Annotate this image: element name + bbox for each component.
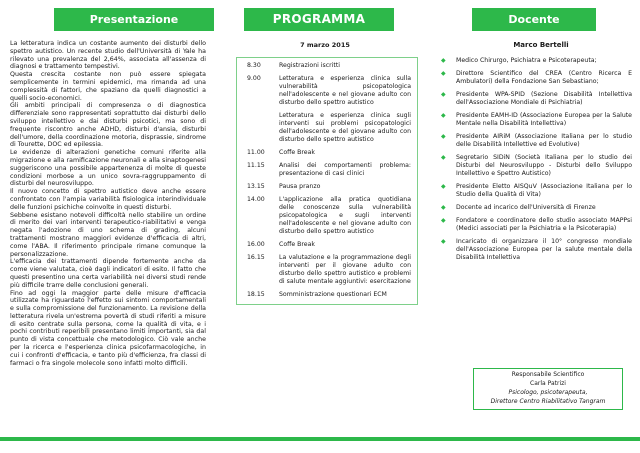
programma-column xyxy=(232,0,418,305)
cv-item xyxy=(436,204,632,212)
responsabile-title: Psicologo, psicoterapeuta, xyxy=(508,389,588,396)
schedule-time: 11.00 xyxy=(247,149,265,156)
event-date: 7 marzo 2015 xyxy=(300,41,350,49)
schedule-row xyxy=(247,254,411,286)
schedule-row xyxy=(247,196,411,236)
responsabile-role: Responsabile Scientifico xyxy=(511,371,585,378)
schedule-row xyxy=(247,291,411,299)
schedule-time: 14.00 xyxy=(247,196,265,203)
cv-text: Fondatore e coordinatore dello studio associato MAPPsi (Medici associati per la Psichiatria e la Psicoterapia) xyxy=(456,217,632,232)
schedule-row xyxy=(247,112,411,144)
diamond-bullet-icon: ◆ xyxy=(441,238,446,245)
cv-text: Presidente Eletto AISQuV (Associazione Italiana per lo Studio della Qualità di Vita) xyxy=(456,183,632,198)
cv-text: Presidente AIRiM (Associazione Italiana per lo studio delle Disabilità Intellettive ed Evolutive) xyxy=(456,133,632,148)
presentazione-header: Presentazione xyxy=(54,8,214,31)
schedule-time: 18.15 xyxy=(247,291,265,298)
schedule-desc: Letteratura e esperienza clinica sugli interventi sui problemi psicopatologici dell'adolescente e del giovane adulto con disturbo dello spettro autistico xyxy=(279,112,411,143)
docente-name: Marco Bertelli xyxy=(513,41,569,49)
cv-item xyxy=(436,70,632,86)
cv-text: Presidente EAMH-ID (Associazione Europea per la Salute Mentale nella Disabilità Intellettiva) xyxy=(456,112,632,127)
presentazione-text xyxy=(10,40,206,367)
cv-item xyxy=(436,154,632,178)
cv-item xyxy=(436,112,632,128)
diamond-bullet-icon: ◆ xyxy=(441,57,446,64)
cv-text: Direttore Scientifico del CREA (Centro Ricerca E Ambulatori) della Fondazione San Sebastiano; xyxy=(456,70,632,85)
schedule-time: 16.15 xyxy=(247,254,265,261)
responsabile-affiliation: Direttore Centro Riabilitativo Tangram xyxy=(490,398,606,405)
schedule-time: 11.15 xyxy=(247,162,265,169)
schedule-desc: L'applicazione alla pratica quotidiana delle conoscenze sulla vulnerabilità psicopatologica e sugli interventi nell'adolescente e nel giovane adulto con disturbo dello spettro autistico xyxy=(279,196,411,235)
cv-text: Segretario SIDiN (Società Italiana per lo studio dei Disturbi del Neurosviluppo - Disturbi dello Sviluppo Intellettivo e Spettro Autistico) xyxy=(456,154,632,177)
docente-cv-list xyxy=(436,57,632,262)
schedule-desc: Somministrazione questionari ECM xyxy=(279,291,387,298)
diamond-bullet-icon: ◆ xyxy=(441,217,446,224)
schedule-time: 13.15 xyxy=(247,183,265,190)
diamond-bullet-icon: ◆ xyxy=(441,204,446,211)
schedule-desc: Analisi dei comportamenti problema: presentazione di casi clinici xyxy=(279,162,411,177)
schedule-desc: Registrazioni iscritti xyxy=(279,62,340,69)
schedule-row xyxy=(247,183,411,191)
schedule-row xyxy=(247,241,411,249)
cv-item xyxy=(436,133,632,149)
docente-column xyxy=(436,0,632,267)
paragraph: Il nuovo concetto di spettro autistico deve anche essere confrontato con l'ampia variabilità fisiologica interindividuale delle funzioni psichiche coinvolte in questi disturbi. xyxy=(10,188,206,211)
schedule-desc: Pausa pranzo xyxy=(279,183,321,190)
programma-header: PROGRAMMA xyxy=(244,8,394,31)
cv-item xyxy=(436,217,632,233)
cv-text: Incaricato di organizzare il 10° congresso mondiale dell'Associazione Europea per la salute mentale della Disabilità Intellettiva xyxy=(456,238,632,261)
diamond-bullet-icon: ◆ xyxy=(441,183,446,190)
diamond-bullet-icon: ◆ xyxy=(441,154,446,161)
schedule-time xyxy=(247,112,279,144)
cv-item xyxy=(436,57,632,65)
schedule-row xyxy=(247,62,411,70)
cv-text: Presidente WPA-SPID (Sezione Disabilità Intellettiva dell'Associazione Mondiale di Psichiatria) xyxy=(456,91,632,106)
cv-item xyxy=(436,238,632,262)
schedule-desc: La valutazione e la programmazione degli interventi per il giovane adulto con disturbo dello spettro autistico e problemi di salute mentale aggiuntivi: esercitazione xyxy=(279,254,411,285)
cv-item xyxy=(436,183,632,199)
schedule-time: 16.00 xyxy=(247,241,265,248)
cv-text: Medico Chirurgo, Psichiatra e Psicoterapeuta; xyxy=(456,57,597,64)
paragraph: L'efficacia dei trattamenti dipende fortemente anche da come viene valutata, cioè dagli indicatori di esito. Il fatto che questi presentino una certa variabilità nei diversi studi rende più difficile trarre delle conclusioni generali. xyxy=(10,258,206,289)
paragraph: Le evidenze di alterazioni genetiche comuni riferite alla migrazione e alla ramificazione neuronali e alla sinaptogenesi suggeriscono una possibile appartenenza di molte di queste condizioni morbose a un unico sovra-raggruppamento di disturbi del neurosviluppo. xyxy=(10,149,206,188)
responsabile-box xyxy=(473,368,623,410)
paragraph: Sebbene esistano notevoli difficoltà nello stabilire un ordine di merito dei vari interventi terapeutico-riabilitativi e venga negata l'adozione di uno schema di grading, alcuni trattamenti mostrano maggiori evidenze d'efficacia di altri, come l'ABA. Il riferimento principale rimane comunque la personalizzazione. xyxy=(10,211,206,258)
paragraph: Gli ambiti principali di compresenza o di diagnostica differenziale sono rappresentati soprattutto dai disturbi dello sviluppo intellettivo e dai disturbi psicotici, ma sono di frequente riscontro anche ADHD, disturbi d'ansia, disturbi dell'umore, della coordinazione motoria, disprassie, sindrome di Tourette, DOC ed epilessia. xyxy=(10,102,206,149)
diamond-bullet-icon: ◆ xyxy=(441,112,446,119)
schedule-time: 9.00 xyxy=(247,75,261,82)
paragraph: La letteratura indica un costante aumento dei disturbi dello spettro autistico. Un recente studio dell'Università di Yale ha rilevato una prevalenza del 2,64%, associata all'assenza di diagnosi e trattamento tempestivi. xyxy=(10,40,206,71)
schedule-desc: Letteratura e esperienza clinica sulla vulnerabilità psicopatologica nell'adolescente e nel giovane adulto con disturbo dello spettro autistico xyxy=(279,75,411,106)
programma-schedule xyxy=(236,57,418,305)
presentazione-column xyxy=(10,0,206,367)
diamond-bullet-icon: ◆ xyxy=(441,70,446,77)
schedule-desc: Coffe Break xyxy=(279,149,315,156)
responsabile-name: Carla Patrizi xyxy=(530,380,566,387)
schedule-desc: Coffe Break xyxy=(279,241,315,248)
cv-text: Docente ad incarico dell'Università di Firenze xyxy=(456,204,596,211)
cv-item xyxy=(436,91,632,107)
paragraph: Fino ad oggi la maggior parte delle misure d'efficacia utilizzate ha riguardato l'effetto sui sintomi comportamentali e sulla compromissione del funzionamento. La revisione della letteratura rivela un'estrema povertà di studi riferiti a misure di esito centrate sulla persona, come la qualità di vita, e i pochi contributi reperibili presentano limiti importanti, sia dal punto di vista concettuale che metodologico. Ciò vale anche per la ricerca e l'esperienza clinica psicofarmacologiche, in cui i confronti d'efficacia, e tanto più d'efficienza, fra classi di farmaci o fra singole molecole sono infatti molto difficili. xyxy=(10,289,206,367)
diamond-bullet-icon: ◆ xyxy=(441,91,446,98)
diamond-bullet-icon: ◆ xyxy=(441,133,446,140)
schedule-time: 8.30 xyxy=(247,62,261,69)
docente-header: Docente xyxy=(472,8,596,31)
schedule-row xyxy=(247,162,411,178)
bottom-divider xyxy=(0,437,640,441)
schedule-row xyxy=(247,75,411,107)
paragraph: Questa crescita costante non può essere spiegata semplicemente in termini epidemici, ma rimanda ad una complessità di fattori, che spaziano da quelli diagnostici a quelli socio-economici. xyxy=(10,71,206,102)
schedule-row xyxy=(247,149,411,157)
